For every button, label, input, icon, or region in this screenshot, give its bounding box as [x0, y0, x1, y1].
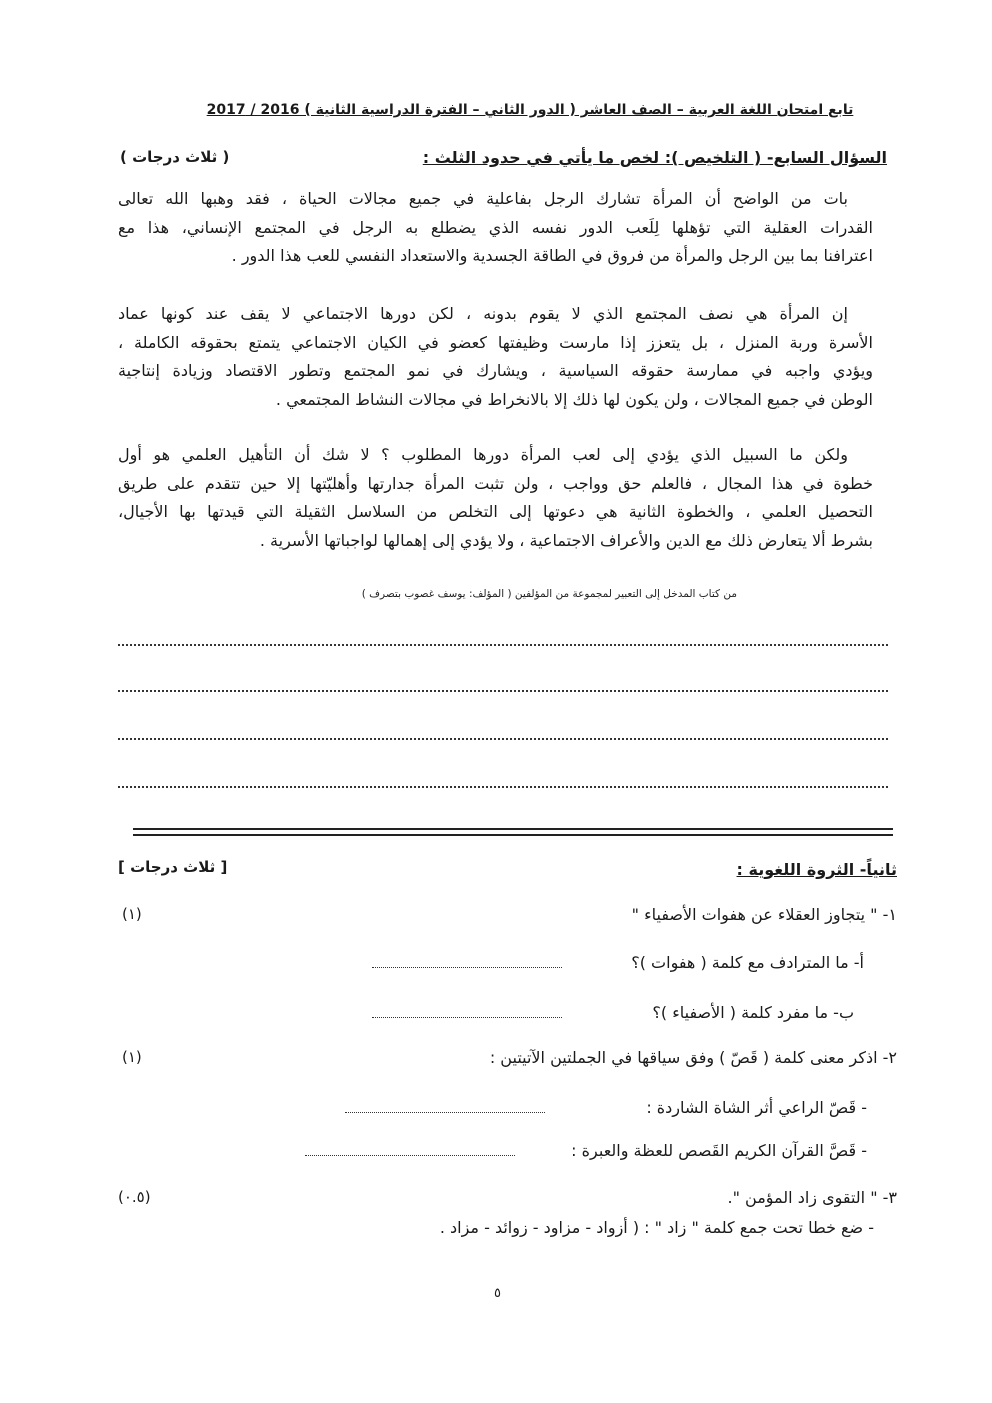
passage-line: اعترافنا بما بين الرجل والمرأة من فروق في الطاقة الجسدية والاستعداد النفسي للعب هذا الدور .	[231, 246, 873, 265]
q3-text: ٣- " التقوى زاد المؤمن ".	[727, 1188, 897, 1207]
q1-text: ١- " يتجاوز العقلاء عن هفوات الأصفياء "	[631, 905, 897, 924]
q2-sentence-2: - قَصَّ القرآن الكريم القَصص للعظة والعبرة :	[571, 1141, 867, 1160]
q2-mark: (١)	[122, 1048, 142, 1066]
passage-paragraph-1	[118, 185, 873, 271]
q1-a-text: أ- ما المترادف مع كلمة ( هفوات )؟	[631, 953, 864, 972]
q2-s2-answer-field[interactable]	[305, 1143, 515, 1156]
part-2-grade: [ ثلاث درجات ]	[118, 858, 228, 876]
answer-line[interactable]	[118, 690, 888, 692]
passage-line: إن المرأة هي نصف المجتمع الذي لا يقوم بدونه ، لكن دورها الاجتماعي لا يقف عند كونها عماد	[118, 304, 848, 323]
q1-b-answer-field[interactable]	[372, 1005, 562, 1018]
passage-line: بشرط ألا يتعارض ذلك مع الدين والأعراف الاجتماعية ، ولا يؤدي إلى إهمالها لواجباتها الأسرية .	[259, 530, 873, 550]
passage-line: القدرات العقلية التي تؤهلها لِلَعب الدور نفسه الذي يضطلع به الرجل في المجتمع الإنساني، هذا مع	[118, 217, 873, 237]
passage-line: ولكن ما السبيل الذي يؤدي إلى لعب المرأة دورها المطلوب ؟ لا شك أن التأهيل العلمي هو أول	[118, 445, 848, 464]
section-divider	[133, 834, 893, 836]
q3-instruction: - ضع خطا تحت جمع كلمة " زاد " : ( أزواد - مزاود - زوائد - مزاد .	[439, 1218, 874, 1237]
question-7-grade: ( ثلاث درجات )	[120, 148, 230, 166]
q3-mark: (٠.٥)	[118, 1188, 151, 1206]
q2-s1-answer-field[interactable]	[345, 1100, 545, 1113]
passage-line: التحصيل العلمي ، والخطوة الثانية هي دعوتها إلى التخلص من السلاسل الثقيلة التي قيدتها بها الأجيال،	[118, 502, 873, 521]
q2-sentence-1: - قَصّ الراعي أثر الشاة الشاردة :	[646, 1098, 867, 1117]
q1-b-text: ب- ما مفرد كلمة ( الأصفياء )؟	[652, 1003, 854, 1022]
answer-line[interactable]	[118, 738, 888, 740]
passage-line: بات من الواضح أن المرأة تشارك الرجل بفاعلية في جميع مجالات الحياة ، فقد وهبها الله تعالى	[118, 189, 848, 208]
passage-line: الأسرة وربة المنزل ، بل يتعزز إذا مارست وظيفتها كعضو في الكيان الاجتماعي يتمتع بحقوقه الكاملة ،	[118, 332, 873, 352]
question-7-title: السؤال السابع- ( التلخيص ): لخص ما يأتي في حدود الثلث :	[422, 148, 887, 167]
section-divider	[133, 828, 893, 830]
q2-text: ٢- اذكر معنى كلمة ( قَصّ ) وفق سياقها في الجملتين الآتيتين :	[489, 1048, 897, 1067]
passage-paragraph-2	[118, 300, 873, 414]
passage-line: الوطن في جميع المجالات ، ولن يكون لها ذلك إلا بالانخراط في مجالات النشاط المجتمعي .	[275, 389, 873, 409]
exam-header: تابع امتحان اللغة العربية – الصف العاشر ( الدور الثاني – الفترة الدراسية الثانية ) 2016 / 2017	[206, 102, 854, 118]
q1-mark: (١)	[122, 905, 142, 923]
passage-line: خطوة في هذا المجال ، فالعلم حق وواجب ، ولن تثبت المرأة جدارتها وأهليّتها إلا حين تتقدم على طريق	[118, 473, 873, 493]
q1-a-answer-field[interactable]	[372, 955, 562, 968]
passage-line: ويؤدي واجبه في ممارسة حقوقه السياسية ، ويشارك في نمو المجتمع وتطور الاقتصاد وزيادة إنتاجية	[118, 361, 873, 380]
answer-line[interactable]	[118, 786, 888, 788]
passage-paragraph-3	[118, 441, 873, 555]
answer-line[interactable]	[118, 644, 888, 646]
part-2-title: ثانياً- الثروة اللغوية :	[736, 860, 897, 879]
passage-source: من كتاب المدخل إلى التعبير لمجموعة من المؤلفين ( المؤلف: يوسف غصوب بتصرف )	[361, 588, 737, 600]
page-number: ٥	[494, 1286, 501, 1301]
